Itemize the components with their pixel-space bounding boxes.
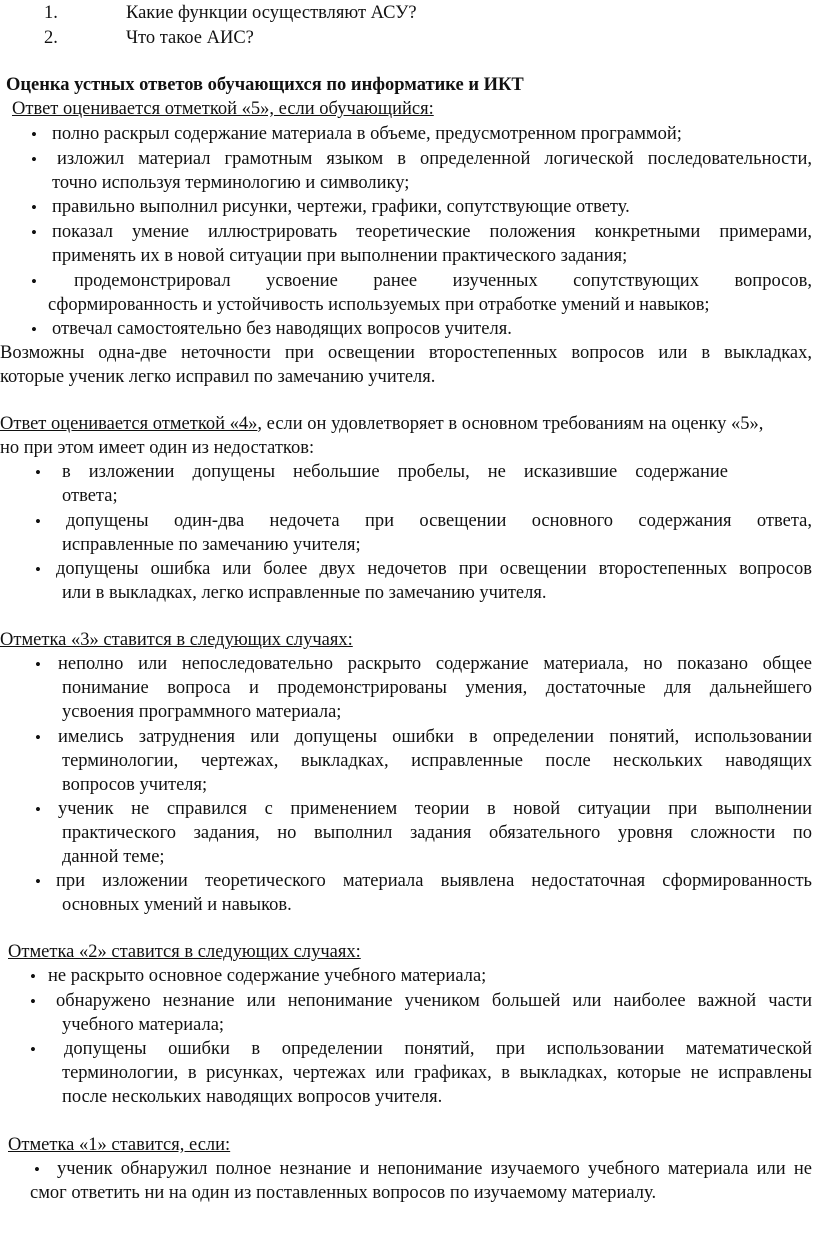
- criterion-line: терминологии, в рисунках, чертежах или графиках, в выкладках, которые не исправлены: [62, 1063, 812, 1083]
- question-number: 1.: [44, 3, 58, 23]
- criterion-line: ученик не справился с применением теории в новой ситуации при выполнении: [58, 799, 812, 819]
- criterion-line: после нескольких наводящих вопросов учителя.: [62, 1087, 443, 1107]
- criterion-line: неполно или непоследовательно раскрыто содержание материала, но показано общее: [58, 654, 812, 674]
- bullet: •: [31, 150, 37, 169]
- criterion-line: понимание вопроса и продемонстрированы умения, достаточные для дальнейшего: [62, 678, 812, 698]
- criterion-line: показал умение иллюстрировать теоретические положения конкретными примерами,: [52, 222, 812, 242]
- bullet: •: [30, 967, 36, 986]
- criterion-line: применять их в новой ситуации при выполнении практического задания;: [52, 246, 628, 266]
- bullet: •: [31, 198, 37, 217]
- criterion-line: ученик обнаружил полное незнание и непонимание изучаемого учебного материала или не: [57, 1159, 812, 1179]
- criterion-line: обнаружено незнание или непонимание учеником большей или наиболее важной части: [56, 991, 812, 1011]
- criterion-line: при изложении теоретического материала выявлена недостаточная сформированность: [56, 871, 812, 891]
- criterion-line: имелись затруднения или допущены ошибки в определении понятий, использовании: [58, 727, 812, 747]
- grade-4-intro-underlined: Ответ оценивается отметкой «4»: [0, 414, 258, 434]
- grade-5-intro: Ответ оценивается отметкой «5», если обучающийся:: [12, 99, 434, 119]
- grade-5-note-line: которые ученик легко исправил по замечанию учителя.: [0, 367, 436, 387]
- criterion-line: учебного материала;: [62, 1015, 225, 1035]
- criterion-line: вопросов учителя;: [62, 775, 208, 795]
- bullet: •: [30, 992, 36, 1011]
- bullet: •: [31, 125, 37, 144]
- question-item: [0, 27, 816, 51]
- criterion-line: терминологии, чертежах, выкладках, исправленные после нескольких наводящих: [62, 751, 812, 771]
- criterion-line: допущены один-два недочета при освещении основного содержания ответа,: [66, 511, 812, 531]
- criterion-line: усвоения программного материала;: [62, 702, 342, 722]
- criterion-line: точно используя терминологию и символику;: [52, 173, 410, 193]
- grade-5-note-line: Возможны одна-две неточности при освещении второстепенных вопросов или в выкладках,: [0, 343, 812, 363]
- criterion-line: практического задания, но выполнил задания обязательного уровня сложности по: [62, 823, 812, 843]
- question-text: Что такое АИС?: [126, 28, 254, 48]
- grade-4-intro: [0, 413, 763, 437]
- bullet: •: [35, 512, 41, 531]
- criterion-line: смог ответить ни на один из поставленных вопросов по изучаемому материалу.: [30, 1183, 657, 1203]
- bullet: •: [34, 1160, 40, 1179]
- criterion-line: сформированность и устойчивость используемых при отработке умений и навыков;: [48, 295, 710, 315]
- bullet: •: [30, 1040, 36, 1059]
- grade-1-intro: Отметка «1» ставится, если:: [8, 1135, 231, 1155]
- bullet: •: [35, 655, 41, 674]
- criterion-line: продемонстрировал усвоение ранее изученных сопутствующих вопросов,: [74, 271, 812, 291]
- bullet: •: [31, 272, 37, 291]
- question-text: Какие функции осуществляют АСУ?: [126, 3, 417, 23]
- criterion-line: данной теме;: [62, 847, 165, 867]
- criterion-line: допущены ошибки в определении понятий, при использовании математической: [64, 1039, 812, 1059]
- criterion-line: или в выкладках, легко исправленные по замечанию учителя.: [62, 583, 547, 603]
- criterion-line: в изложении допущены небольшие пробелы, не исказившие содержание: [62, 462, 728, 482]
- criterion-line: допущены ошибка или более двух недочетов при освещении второстепенных вопросов: [56, 559, 812, 579]
- question-item: [0, 2, 816, 26]
- question-number: 2.: [44, 28, 58, 48]
- bullet: •: [35, 463, 41, 482]
- criterion-line: полно раскрыл содержание материала в объеме, предусмотренном программой;: [52, 124, 682, 144]
- grade-2-intro: Отметка «2» ставится в следующих случаях:: [8, 942, 361, 962]
- grade-4-intro-rest: , если он удовлетворяет в основном требованиям на оценку «5»,: [257, 414, 764, 434]
- criterion-line: исправленные по замечанию учителя;: [62, 535, 361, 555]
- section-heading: Оценка устных ответов обучающихся по информатике и ИКТ: [6, 75, 524, 95]
- bullet: •: [35, 872, 41, 891]
- bullet: •: [35, 560, 41, 579]
- criterion-line: ответа;: [62, 486, 118, 506]
- criterion-line: отвечал самостоятельно без наводящих вопросов учителя.: [52, 319, 512, 339]
- criterion-line: изложил материал грамотным языком в определенной логической последовательности,: [57, 149, 812, 169]
- criterion-line: основных умений и навыков.: [62, 895, 292, 915]
- criterion-line: не раскрыто основное содержание учебного материала;: [48, 966, 487, 986]
- bullet: •: [31, 223, 37, 242]
- bullet: •: [35, 728, 41, 747]
- bullet: •: [31, 320, 37, 339]
- grade-3-intro: Отметка «3» ставится в следующих случаях:: [0, 630, 353, 650]
- bullet: •: [35, 800, 41, 819]
- criterion-line: правильно выполнил рисунки, чертежи, графики, сопутствующие ответу.: [52, 197, 630, 217]
- grade-4-intro-line: но при этом имеет один из недостатков:: [0, 438, 315, 458]
